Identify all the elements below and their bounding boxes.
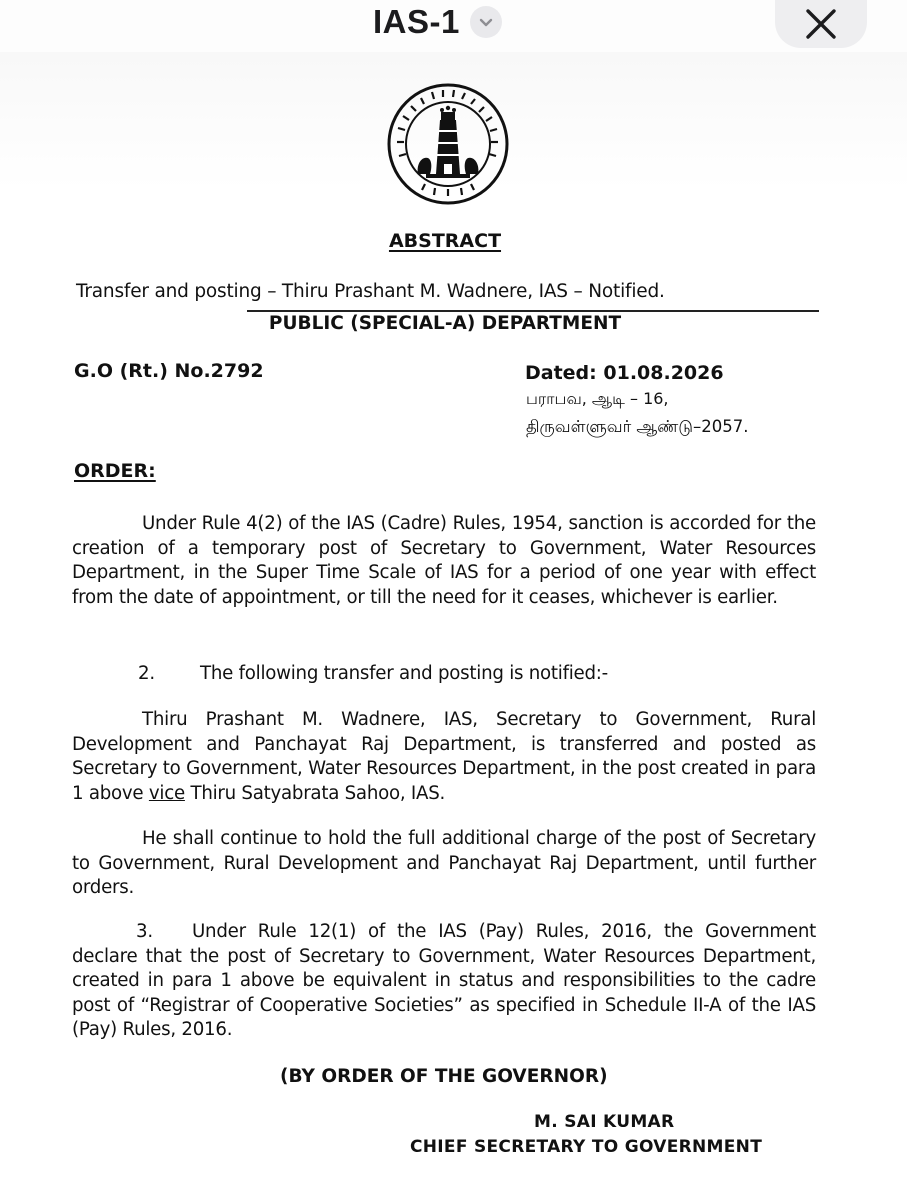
order-heading: ORDER: bbox=[74, 460, 156, 482]
close-button[interactable] bbox=[775, 0, 867, 48]
tamil-date-line-2: திருவள்ளுவர் ஆண்டு–2057. bbox=[526, 417, 749, 436]
paragraph-1-text: Under Rule 4(2) of the IAS (Cadre) Rules, 1954, sanction is accorded for the creation of a temporary post of Secretary to Government, Water Resources Department, in the Super Time Scale of IAS for a period of one year with effect from the date of appointment, or till the need for it ceases, whichever is earlier. bbox=[72, 513, 816, 608]
by-order-line: (BY ORDER OF THE GOVERNOR) bbox=[280, 1066, 608, 1087]
viewer-title-group[interactable] bbox=[373, 3, 502, 41]
state-emblem bbox=[386, 82, 510, 206]
abstract-heading: ABSTRACT bbox=[388, 230, 502, 252]
close-icon bbox=[801, 4, 841, 44]
go-number: G.O (Rt.) No.2792 bbox=[74, 360, 264, 382]
posting-text-before: Thiru Prashant M. Wadnere, IAS, Secretary to Government, Rural Development and Panchayat Raj Department, is transferred and posted as Secretary to Government, Water Resources Department, in the post created in para 1 above bbox=[72, 709, 816, 804]
additional-charge-text: He shall continue to hold the full additional charge of the post of Secretary to Government, Rural Development and Panchayat Raj Department, until further orders. bbox=[72, 828, 816, 898]
department-heading: PUBLIC (SPECIAL-A) DEPARTMENT bbox=[268, 313, 622, 334]
signatory-name: M. SAI KUMAR bbox=[534, 1112, 675, 1132]
paragraph-1 bbox=[72, 512, 816, 610]
paragraph-2-number: 2. bbox=[138, 663, 155, 684]
paragraph-3-number: 3. bbox=[136, 921, 153, 942]
paragraph-posting bbox=[72, 708, 816, 806]
subject-divider bbox=[247, 310, 819, 312]
document-title[interactable]: IAS-1 bbox=[373, 3, 460, 40]
order-date: Dated: 01.08.2026 bbox=[525, 362, 724, 384]
viewer-top-bar bbox=[0, 0, 907, 52]
paragraph-3-text: Under Rule 12(1) of the IAS (Pay) Rules, 2016, the Government declare that the post of Secretary to Government, Water Resources Department, created in para 1 above be equivalent in status and responsibilities to the cadre post of “Registrar of Cooperative Societies” as specified in Schedule II-A of the IAS (Pay) Rules, 2016. bbox=[72, 921, 816, 1040]
paragraph-2 bbox=[138, 662, 818, 687]
posting-text-after: Thiru Satyabrata Sahoo, IAS. bbox=[184, 782, 446, 804]
chevron-down-icon bbox=[478, 14, 494, 30]
paragraph-2-text: The following transfer and posting is notified:- bbox=[200, 663, 608, 684]
tamil-date-line-1: பராபவ, ஆடி – 16, bbox=[526, 389, 669, 408]
order-subject: Transfer and posting – Thiru Prashant M. Wadnere, IAS – Notified. bbox=[76, 281, 665, 302]
vice-word: vice bbox=[148, 782, 185, 804]
paragraph-3 bbox=[72, 920, 816, 1043]
paragraph-additional-charge bbox=[72, 827, 816, 901]
document-page bbox=[0, 52, 907, 1200]
title-menu-button[interactable] bbox=[470, 6, 502, 38]
signatory-designation: CHIEF SECRETARY TO GOVERNMENT bbox=[410, 1137, 763, 1157]
